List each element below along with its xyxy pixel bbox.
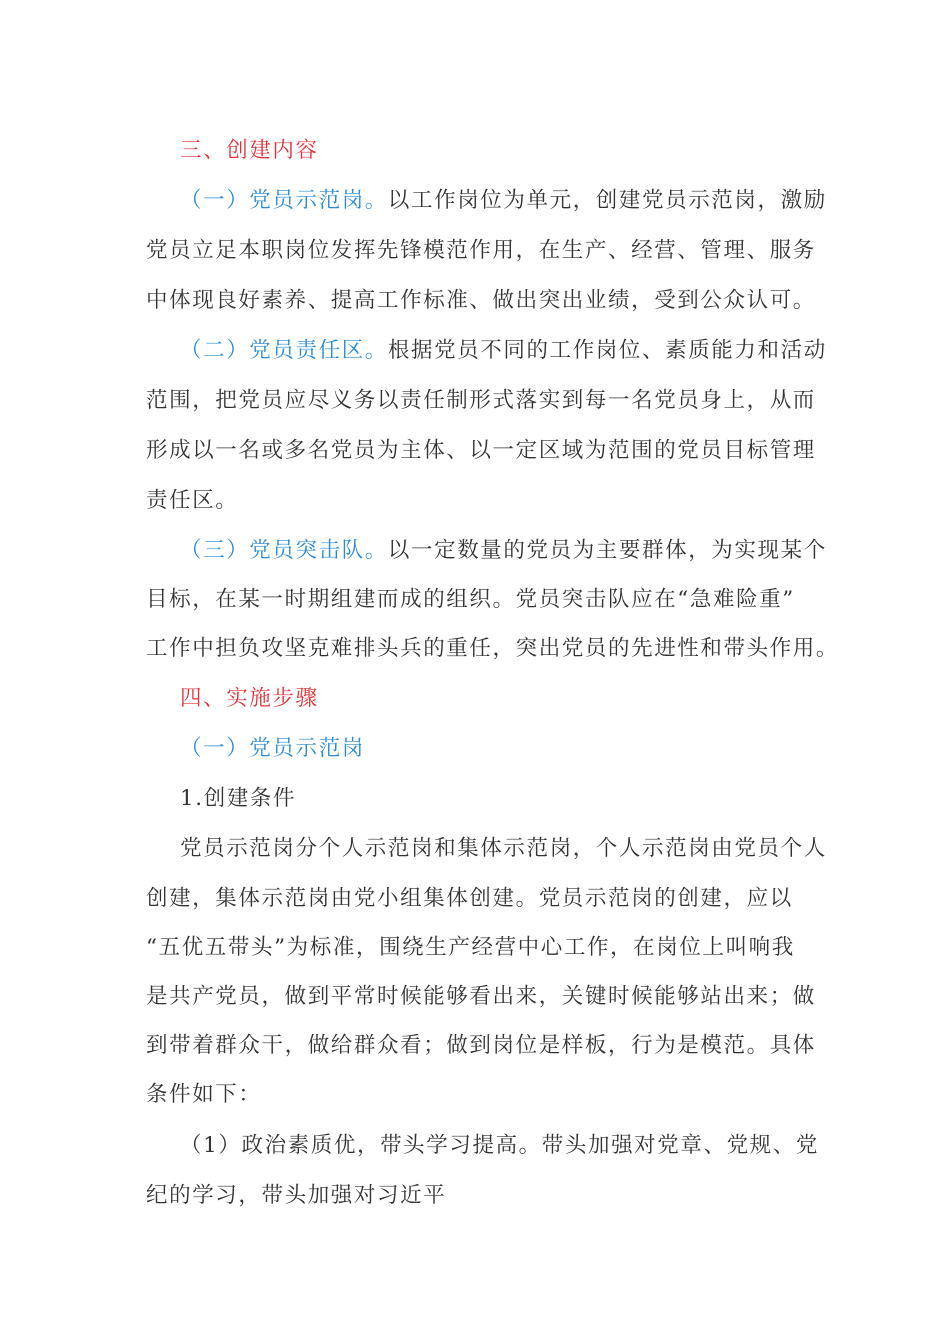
item-2-text: 根据党员不同的工作岗位、素质能力和活动: [387, 338, 827, 363]
section-4-heading: 四、实施步骤: [180, 686, 319, 711]
para-line-3: “五优五带头”为标准，围绕生产经营中心工作，在岗位上叫响我: [146, 935, 795, 960]
item-1-line-2: 党员立足本职岗位发挥先锋模范作用，在生产、经营、管理、服务: [146, 238, 816, 263]
item-1-line-1: [180, 186, 827, 216]
para-line-2: 创建，集体示范岗由党小组集体创建。党员示范岗的创建，应以: [146, 886, 793, 911]
item-2-line-1: [180, 336, 827, 366]
para-line-1: 党员示范岗分个人示范岗和集体示范岗，个人示范岗由党员个人: [180, 836, 827, 861]
item-1-text: 以工作岗位为单元，创建党员示范岗，激励: [387, 188, 827, 213]
para-line-6: 条件如下：: [146, 1082, 262, 1107]
item-3-title: （三）党员突击队。: [180, 538, 388, 563]
item-3-line-2: 目标，在某一时期组建而成的组织。党员突击队应在“急难险重”: [146, 587, 795, 612]
item-2-line-3: 形成以一名或多名党员为主体、以一定区域为范围的党员目标管理: [146, 438, 816, 463]
para-line-5: 到带着群众干，做给群众看；做到岗位是样板，行为是模范。具体: [146, 1033, 816, 1058]
item-3-text: 以一定数量的党员为主要群体，为实现某个: [387, 538, 827, 563]
item-1-title: （一）党员示范岗。: [180, 188, 388, 213]
item-1-line-3: 中体现良好素养、提高工作标准、做出突出业绩，受到公众认可。: [146, 288, 816, 313]
item-2-line-2: 范围，把党员应尽义务以责任制形式落实到每一名党员身上，从而: [146, 388, 816, 413]
item-3-line-1: [180, 536, 827, 566]
section-4-subheading: （一）党员示范岗: [180, 736, 365, 761]
section-3-heading: 三、创建内容: [180, 138, 319, 163]
item-2-line-4: 责任区。: [146, 488, 239, 513]
item-2-title: （二）党员责任区。: [180, 338, 388, 363]
point-1-title: 1.创建条件: [180, 786, 297, 811]
condition-1-line-1: （1）政治素质优，带头学习提高。带头加强对党章、党规、党: [180, 1133, 819, 1158]
item-3-line-3: 工作中担负攻坚克难排头兵的重任，突出党员的先进性和带头作用。: [146, 636, 840, 661]
condition-1-line-2: 纪的学习，带头加强对习近平: [146, 1183, 447, 1208]
para-line-4: 是共产党员，做到平常时候能够看出来，关键时候能够站出来；做: [146, 984, 816, 1009]
